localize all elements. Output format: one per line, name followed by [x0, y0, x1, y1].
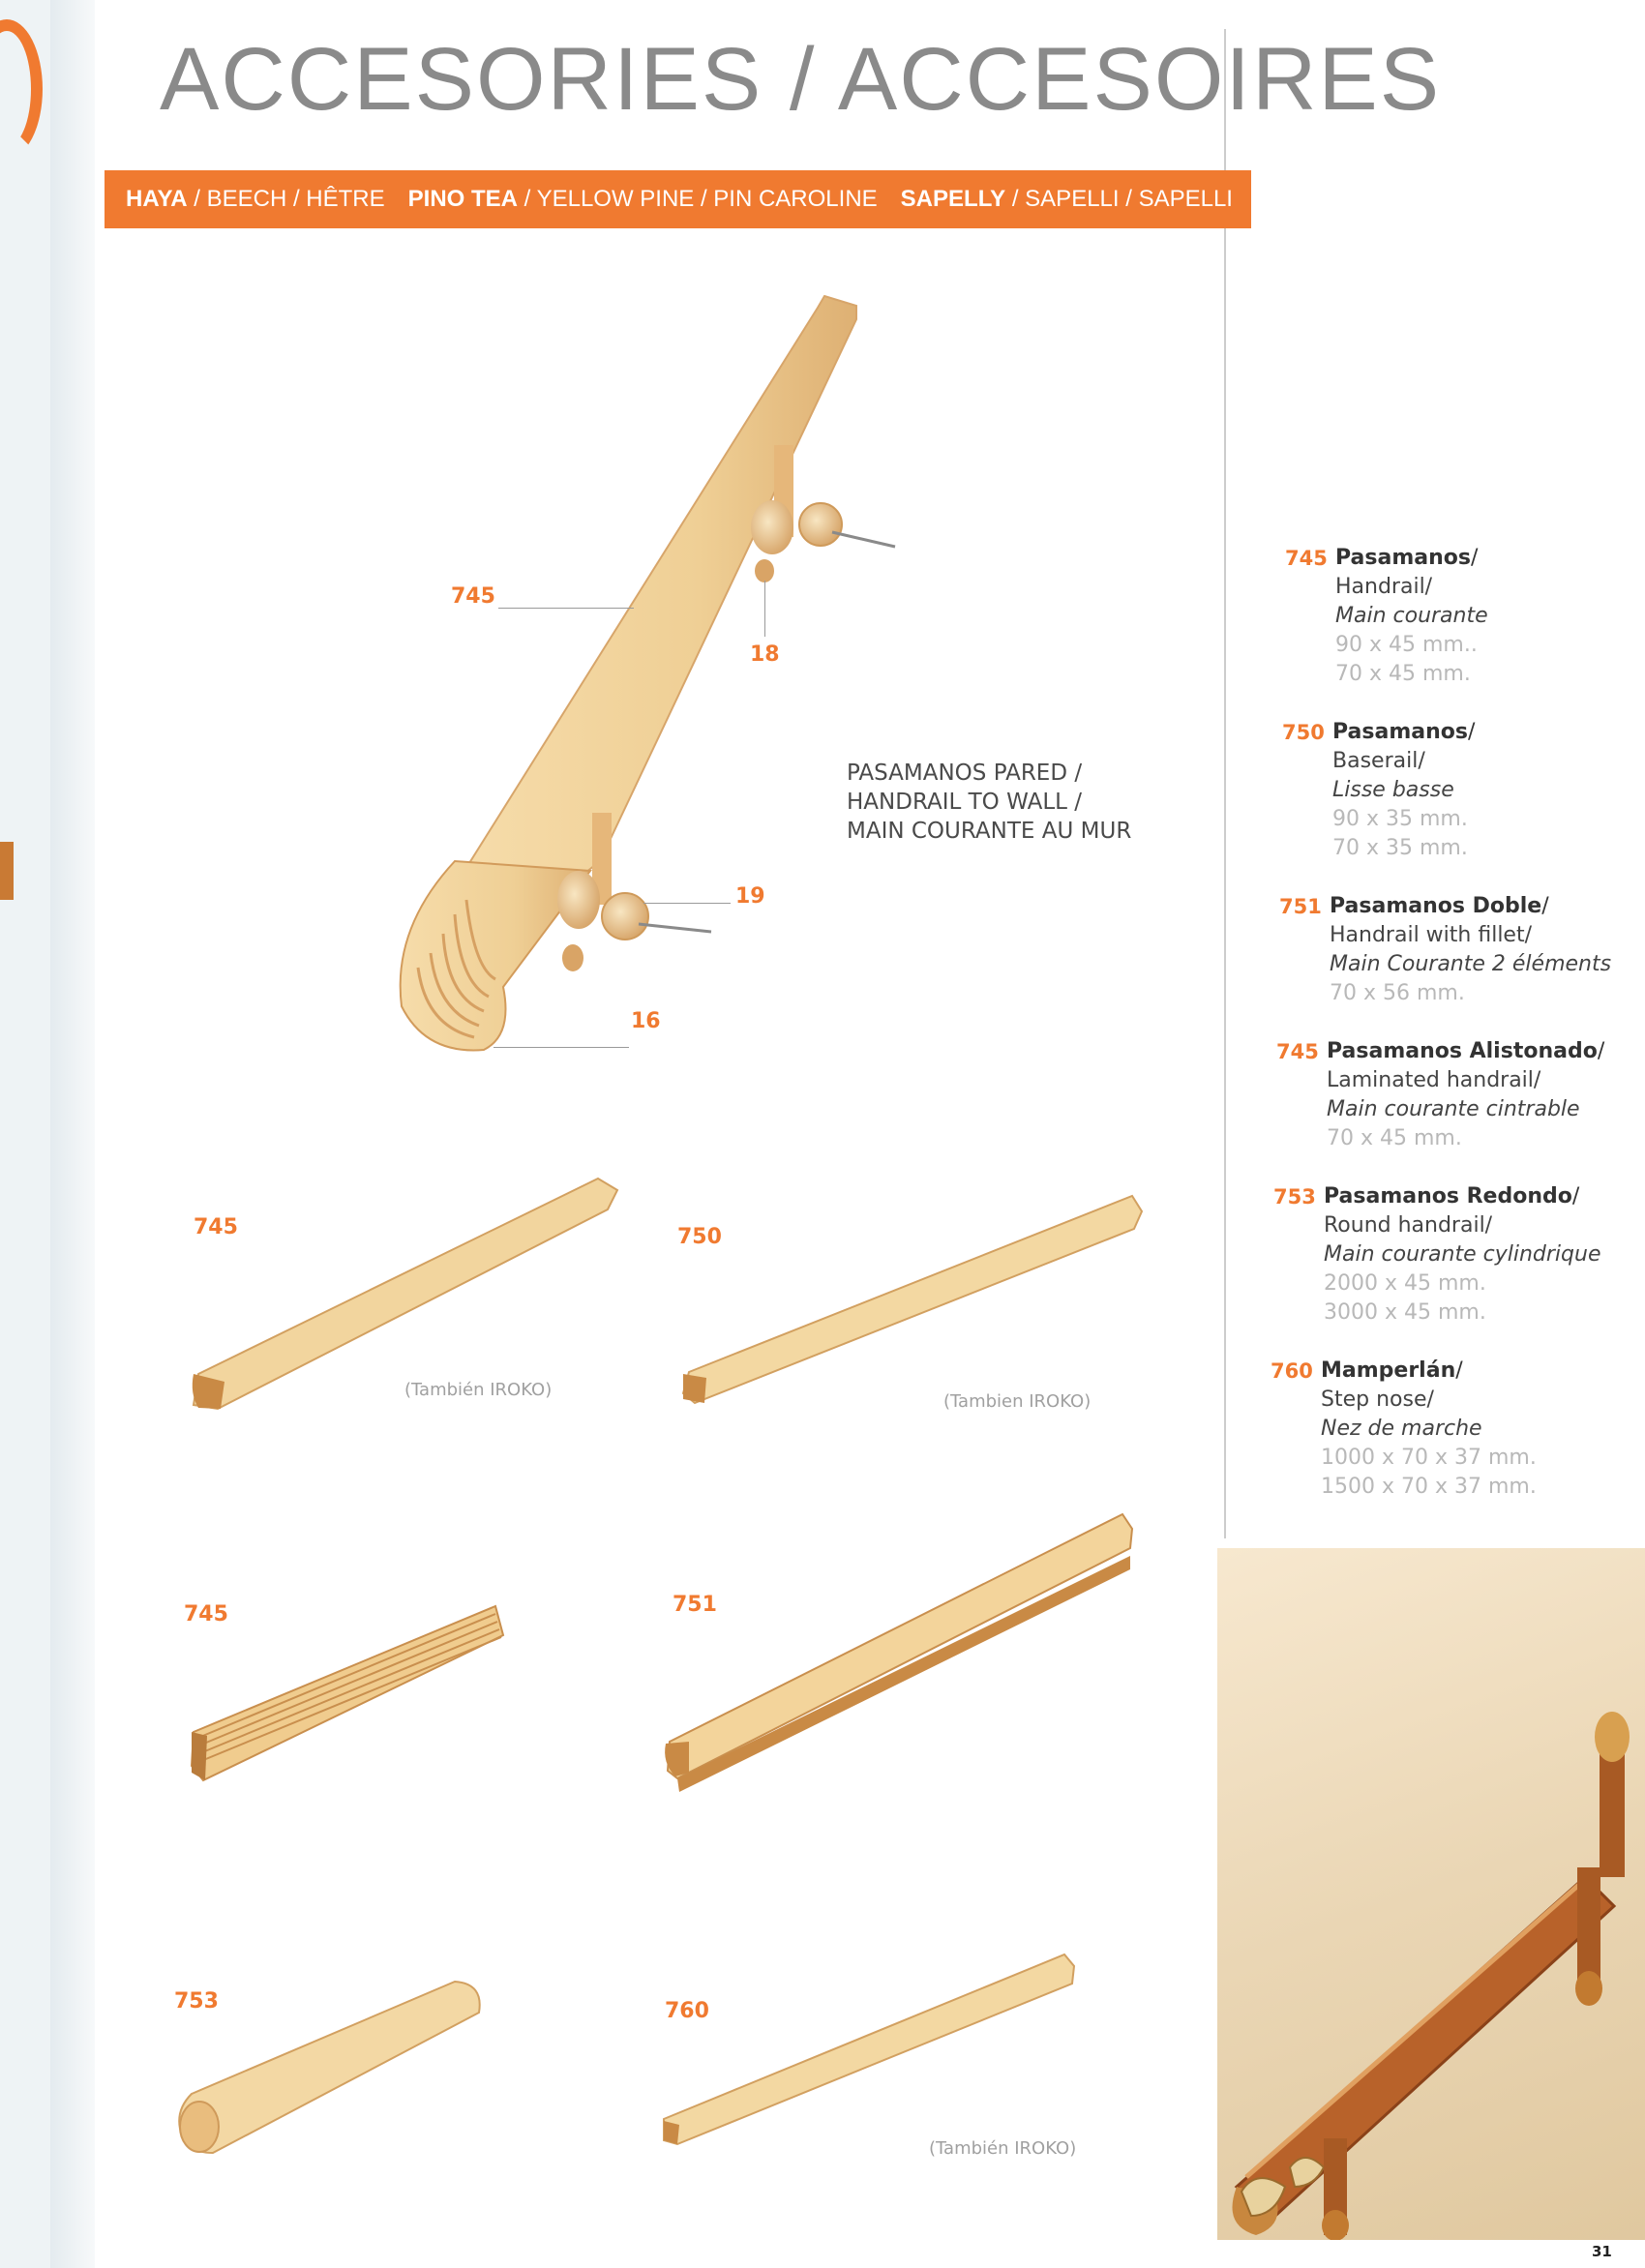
product-name: Pasamanos/ — [1335, 546, 1479, 570]
product-dimension: 90 x 45 mm.. — [1335, 633, 1478, 657]
product-dimension: 1500 x 70 x 37 mm. — [1321, 1475, 1537, 1499]
product-name: Mamperlán/ — [1321, 1358, 1463, 1383]
product-name-fr: Main courante cintrable — [1327, 1097, 1580, 1121]
product-745-handrail — [1285, 544, 1645, 689]
product-name-en: Handrail with fillet/ — [1330, 923, 1532, 947]
product-dimension: 70 x 56 mm. — [1330, 981, 1465, 1005]
wood-type-oak: ROBLE / OAK / CHÊNE — [1255, 186, 1507, 212]
product-name-en: Round handrail/ — [1324, 1213, 1493, 1238]
product-dimension: 70 x 35 mm. — [1332, 836, 1468, 860]
caption-line-es: PASAMANOS PARED / — [847, 761, 1083, 786]
iroko-note-745: (También IROKO) — [404, 1380, 553, 1400]
caption-line-en: HANDRAIL TO WALL / — [847, 790, 1083, 815]
product-dimension: 2000 x 45 mm. — [1324, 1271, 1486, 1296]
label-profile-750: 750 — [677, 1225, 722, 1249]
product-dimension: 70 x 45 mm. — [1335, 662, 1471, 686]
product-name: Pasamanos Redondo/ — [1324, 1184, 1580, 1209]
page-number: 31 — [1592, 2243, 1612, 2260]
product-name-fr: Main courante cylindrique — [1324, 1242, 1601, 1267]
label-16: 16 — [631, 1009, 661, 1033]
product-name-fr: Main courante — [1335, 604, 1488, 628]
product-name-fr: Lisse basse — [1332, 778, 1454, 802]
product-name-en: Baserail/ — [1332, 749, 1425, 773]
product-dimension: 90 x 35 mm. — [1332, 807, 1468, 831]
product-code: 760 — [1271, 1359, 1313, 1383]
product-751-double — [1279, 892, 1645, 1008]
label-18: 18 — [750, 642, 780, 667]
product-dimension: 1000 x 70 x 37 mm. — [1321, 1446, 1537, 1470]
product-code: 745 — [1285, 547, 1328, 570]
product-dimension: 3000 x 45 mm. — [1324, 1300, 1486, 1325]
product-745-laminated — [1276, 1037, 1645, 1153]
label-profile-760: 760 — [665, 1999, 709, 2023]
label-19: 19 — [735, 884, 765, 909]
iroko-note-750: (Tambien IROKO) — [943, 1391, 1092, 1412]
product-code: 745 — [1276, 1040, 1319, 1063]
page-title: ACCESORIES / ACCESOIRES — [160, 30, 1442, 129]
product-code: 750 — [1282, 721, 1325, 744]
product-name: Pasamanos Doble/ — [1330, 894, 1549, 918]
label-profile-745-b: 745 — [184, 1602, 228, 1626]
wood-type-beech: HAYA / BEECH / HÊTRE — [126, 186, 385, 212]
product-name: Pasamanos Alistonado/ — [1327, 1039, 1605, 1063]
label-745-main: 745 — [451, 584, 495, 609]
product-name-en: Handrail/ — [1335, 575, 1433, 599]
product-name-fr: Main Courante 2 éléments — [1330, 952, 1612, 976]
product-760-step-nose — [1271, 1357, 1645, 1502]
wood-type-sapelli: SAPELLY / SAPELLI / SAPELLI — [900, 186, 1233, 212]
product-dimension: 70 x 45 mm. — [1327, 1126, 1462, 1150]
installed-handrail-photo — [1217, 1548, 1645, 2240]
caption-line-fr: MAIN COURANTE AU MUR — [847, 819, 1132, 844]
product-750-baserail — [1282, 718, 1645, 863]
product-name: Pasamanos/ — [1332, 720, 1476, 744]
wood-type-pine: PINO TEA / YELLOW PINE / PIN CAROLINE — [407, 186, 878, 212]
product-name-en: Laminated handrail/ — [1327, 1068, 1541, 1092]
label-profile-751: 751 — [673, 1593, 717, 1617]
column-divider — [1224, 29, 1226, 1538]
label-profile-753: 753 — [174, 1989, 219, 2014]
product-code: 751 — [1279, 895, 1322, 918]
product-name-fr: Nez de marche — [1321, 1417, 1482, 1441]
product-name-en: Step nose/ — [1321, 1388, 1434, 1412]
handrail-photo-drawing — [1217, 1548, 1645, 2240]
product-753-round — [1273, 1182, 1645, 1328]
iroko-note-760: (También IROKO) — [929, 2138, 1077, 2159]
product-code: 753 — [1273, 1185, 1316, 1209]
label-profile-745-a: 745 — [194, 1215, 238, 1239]
